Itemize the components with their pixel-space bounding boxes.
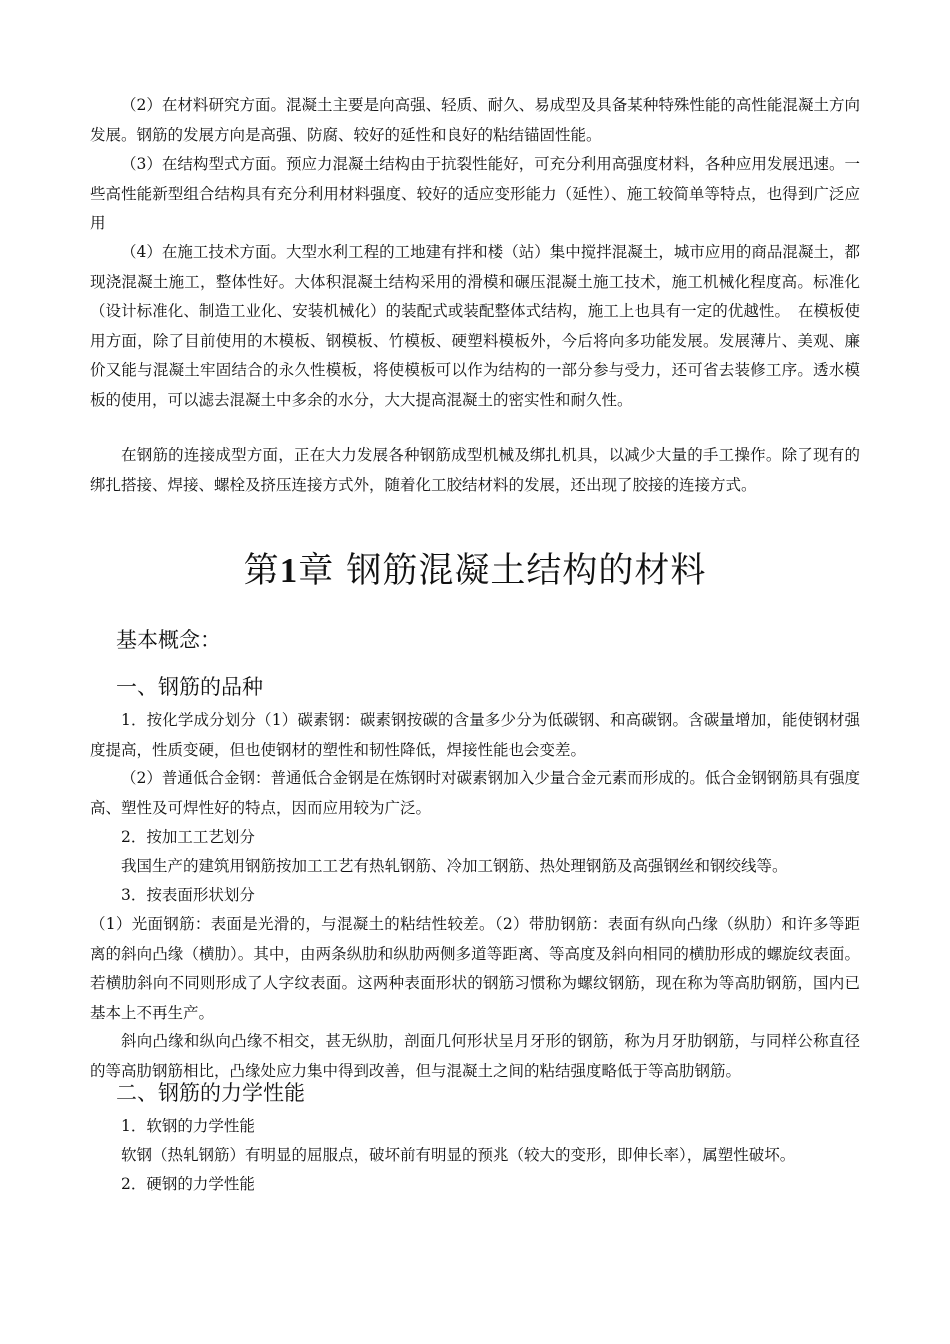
paragraph-crescent-rib: 斜向凸缘和纵向凸缘不相交，甚无纵肋，剖面几何形状呈月牙形的钢筋，称为月牙肋钢筋，与同样公称直径的等高肋钢筋相比，凸缘处应力集中得到改善，但与混凝土之间的粘结强度略低于等高肋钢筋。: [90, 1032, 860, 1080]
chapter-suffix: 章 钢筋混凝土结构的材料: [298, 551, 707, 591]
subheading-hard-steel: 2．硬钢的力学性能: [121, 1175, 255, 1193]
subheading-soft-steel: 1．软钢的力学性能: [121, 1117, 255, 1135]
paragraph-chemical-classification: 1．按化学成分划分（1）碳素钢：碳素钢按碳的含量多少分为低碳钢、和高碳钢。含碳量增加，能使钢材强度提高，性质变硬，但也使钢材的塑性和韧性降低，焊接性能也会变差。: [90, 711, 860, 759]
paragraph-structure-type: （3）在结构型式方面。预应力混凝土结构由于抗裂性能好，可充分利用高强度材料，各种应用发展迅速。一些高性能新型组合结构具有充分利用材料强度、较好的适应变形能力（延性）、施工较简单等特点，也得到广泛应用: [90, 155, 860, 232]
paragraph-materials-research: （2）在材料研究方面。混凝土主要是向高强、轻质、耐久、易成型及具备某种特殊性能的高性能混凝土方向发展。钢筋的发展方向是高强、防腐、较好的延性和良好的粘结锚固性能。: [90, 96, 860, 144]
basic-concepts-heading: 基本概念：: [116, 628, 221, 652]
paragraph-soft-steel: 软钢（热轧钢筋）有明显的屈服点，破坏前有明显的预兆（较大的变形，即伸长率），属塑性破坏。: [121, 1146, 796, 1164]
paragraph-surface-shape: （1）光面钢筋：表面是光滑的，与混凝土的粘结性较差。（2）带肋钢筋：表面有纵向凸缘（纵肋）和许多等距离的斜向凸缘（横肋）。其中，由两条纵肋和纵肋两侧多道等距离、等高度及斜向相同的横肋形成的螺旋纹表面。若横肋斜向不同则形成了人字纹表面。这两种表面形状的钢筋习惯称为螺纹钢筋，现在称为等高肋钢筋，国内已基本上不再生产。: [90, 915, 860, 1022]
chapter-number: 1: [279, 551, 299, 590]
paragraph-low-alloy-steel: （2）普通低合金钢：普通低合金钢是在炼钢时对碳素钢加入少量合金元素而形成的。低合金钢钢筋具有强度高、塑性及可焊性好的特点，因而应用较为广泛。: [90, 769, 860, 817]
paragraph-processing: 我国生产的建筑用钢筋按加工工艺有热轧钢筋、冷加工钢筋、热处理钢筋及高强钢丝和钢绞线等。: [121, 857, 788, 875]
section-1-heading: 一、钢筋的品种: [116, 675, 263, 699]
paragraph-construction-technology: （4）在施工技术方面。大型水利工程的工地建有拌和楼（站）集中搅拌混凝土，城市应用的商品混凝土，都现浇混凝土施工，整体性好。大体积混凝土结构采用的滑模和碾压混凝土施工技术，施工机械化程度高。标准化（设计标准化、制造工业化、安装机械化）的装配式或装配整体式结构，施工上也具有一定的优越性。 在模板使用方面，除了目前使用的木模板、钢模板、竹模板、硬塑料模板外，今后将向多功能发展。发展薄片、美观、廉价又能与混凝土牢固结合的永久性模板，将使模板可以作为结构的一部分参与受力，还可省去装修工序。透水模板的使用，可以滤去混凝土中多余的水分，大大提高混凝土的密实性和耐久性。: [90, 243, 860, 409]
chapter-prefix: 第: [243, 551, 280, 591]
section-2-heading: 二、钢筋的力学性能: [116, 1081, 305, 1105]
subheading-processing: 2．按加工工艺划分: [121, 828, 255, 846]
subheading-surface-shape: 3．按表面形状划分: [121, 886, 255, 904]
chapter-title: [0, 546, 950, 596]
paragraph-rebar-connection: 在钢筋的连接成型方面，正在大力发展各种钢筋成型机械及绑扎机具，以减少大量的手工操作。除了现有的绑扎搭接、焊接、螺栓及挤压连接方式外，随着化工胶结材料的发展，还出现了胶接的连接方式。: [90, 446, 860, 494]
